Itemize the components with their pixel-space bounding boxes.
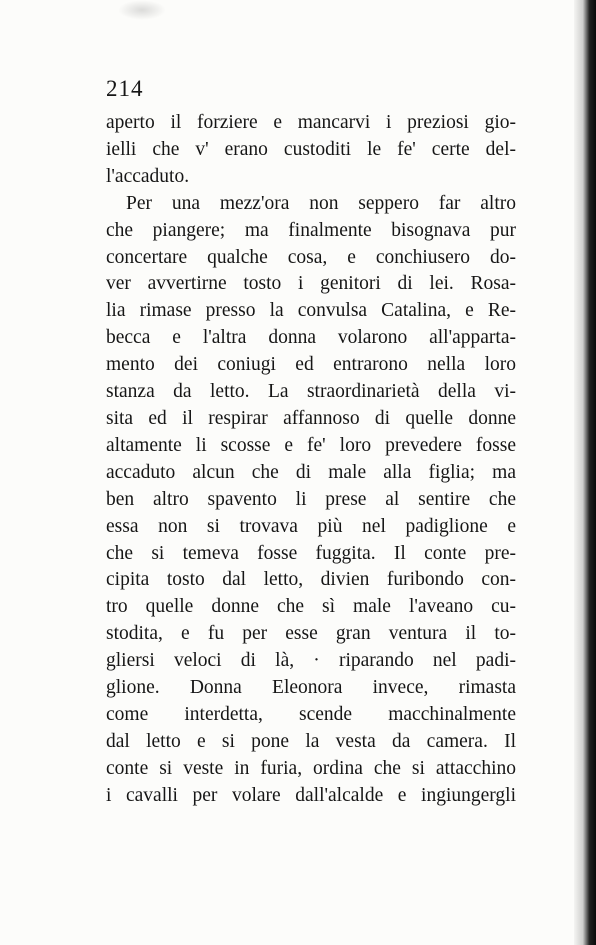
text-line: concertare qualche cosa, e conchiusero do- (106, 246, 516, 268)
body-text (106, 110, 516, 810)
text-line: becca e l'altra donna volarono all'apparta- (106, 327, 516, 349)
text-line: aperto il forziere e mancarvi i preziosi gio- (106, 112, 516, 133)
page-number: 214 (106, 76, 144, 101)
text-line: glione. Donna Eleonora invece, rimasta (106, 677, 516, 699)
text-line: altamente li scosse e fe' loro prevedere fosse (106, 434, 516, 456)
text-line: conte si veste in furia, ordina che si attacchino (106, 757, 516, 779)
text-line: sita ed il respirar affannoso di quelle donne (106, 407, 516, 429)
text-line: ben altro spavento li prese al sentire che (106, 488, 516, 510)
text-line: ver avvertirne tosto i genitori di lei. Rosa- (106, 273, 516, 295)
text-line: che si temeva fosse fuggita. Il conte pre- (106, 542, 516, 564)
text-line: accaduto alcun che di male alla figlia; ma (106, 461, 516, 483)
text-line: come interdetta, scende macchinalmente (106, 703, 516, 725)
text-line: che piangere; ma finalmente bisognava pur (106, 219, 516, 241)
text-line: gliersi veloci di là, · riparando nel padi- (106, 650, 516, 672)
text-line: lia rimase presso la convulsa Catalina, e Re- (106, 300, 516, 322)
book-spine-edge (574, 0, 596, 945)
paper-smudge (118, 0, 166, 20)
text-line: Per una mezz'ora non seppero far altro (126, 192, 516, 214)
text-line: i cavalli per volare dall'alcalde e ingiungergli (106, 784, 516, 806)
text-line: cipita tosto dal letto, divien furibondo con- (106, 569, 516, 591)
text-line: l'accaduto. (106, 165, 190, 187)
text-line: essa non si trovava più nel padiglione e (106, 515, 516, 537)
text-line: stanza da letto. La straordinarietà della vi- (106, 381, 516, 403)
text-line: mento dei coniugi ed entrarono nella loro (106, 354, 516, 376)
text-line: ielli che v' erano custoditi le fe' certe del- (106, 138, 516, 160)
text-line: tro quelle donne che sì male l'aveano cu- (106, 596, 516, 618)
text-line: stodita, e fu per esse gran ventura il to- (106, 623, 516, 645)
text-line: dal letto e si pone la vesta da camera. Il (106, 730, 516, 752)
